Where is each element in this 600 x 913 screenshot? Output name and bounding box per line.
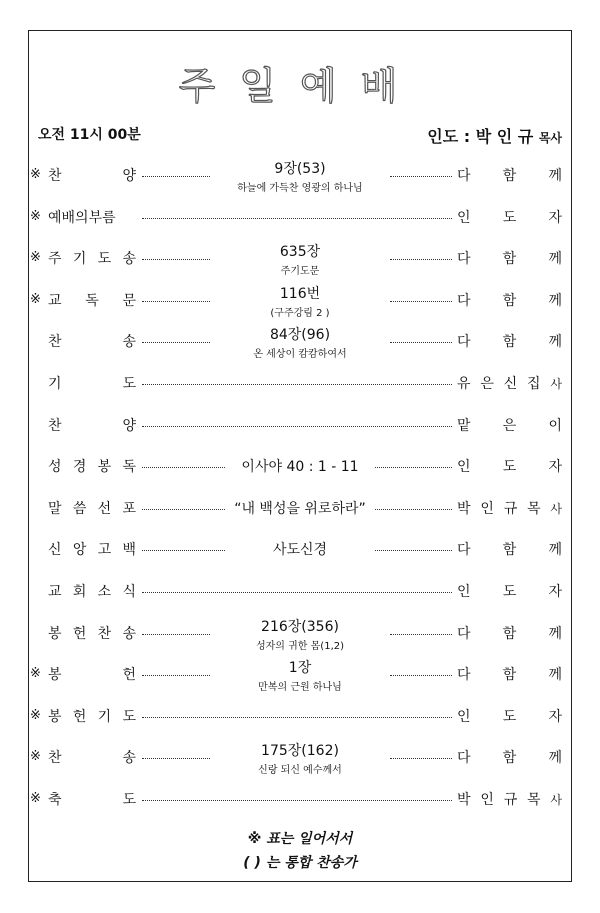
order-detail — [180, 498, 420, 518]
order-row — [0, 742, 600, 776]
order-performer: 인 도 자 — [457, 709, 562, 725]
leader-name: 박 인 규 — [475, 127, 534, 146]
order-label: 찬 송 — [48, 750, 136, 766]
order-row — [0, 160, 600, 194]
order-detail-sub: 성자의 귀한 몸(1,2) — [255, 641, 345, 652]
order-row — [0, 368, 600, 398]
standing-mark: ※ — [30, 292, 41, 307]
footer-note-hymnal: ( ) 는 통합 찬송가 — [243, 855, 357, 871]
order-label: 말 씀 선 포 — [48, 501, 136, 517]
standing-mark: ※ — [30, 749, 41, 764]
order-row — [0, 202, 600, 232]
order-detail-main: 175장(162) — [261, 743, 339, 759]
order-row — [0, 326, 600, 360]
order-label: 찬 양 — [48, 168, 136, 184]
order-row — [0, 243, 600, 277]
order-performer: 다 함 께 — [457, 626, 562, 642]
order-label: 신 앙 고 백 — [48, 542, 136, 558]
order-performer: 인 도 자 — [457, 210, 562, 226]
order-label: 기 도 — [48, 376, 136, 392]
order-detail-main: 9장(53) — [274, 161, 326, 177]
order-row — [0, 701, 600, 731]
order-detail-main: 1장 — [288, 660, 312, 676]
order-detail — [180, 283, 420, 319]
order-detail-main: “내 백성을 위로하라” — [234, 501, 366, 517]
order-row — [0, 576, 600, 606]
leader-dots — [142, 592, 452, 593]
order-detail-sub: 만복의 근원 하나님 — [258, 682, 342, 693]
order-detail — [180, 616, 420, 652]
order-detail-main: 216장(356) — [261, 619, 339, 635]
order-label: 예배의 부름 — [48, 210, 116, 226]
order-label: 교 독 문 — [48, 293, 136, 309]
order-label: 봉 헌 찬 송 — [48, 626, 136, 642]
order-detail-sub: 신랑 되신 예수께서 — [258, 765, 342, 776]
leader-title: 목사 — [538, 131, 562, 145]
order-performer: 인 도 자 — [457, 584, 562, 600]
order-detail-main: 84장(96) — [269, 327, 331, 343]
order-performer: 다 함 께 — [457, 750, 562, 766]
order-label: 봉 헌 — [48, 667, 136, 683]
order-performer: 인 도 자 — [457, 459, 562, 475]
page-title: 주일예배 — [178, 64, 422, 108]
order-row — [0, 451, 600, 481]
order-row — [0, 534, 600, 564]
order-row — [0, 659, 600, 693]
order-detail-sub: 온 세상이 캄캄하여서 — [253, 349, 347, 360]
order-performer: 다 함 께 — [457, 542, 562, 558]
order-performer: 박 인 규 목 사 — [457, 792, 562, 808]
order-detail — [180, 539, 420, 559]
order-performer: 박 인 규 목 사 — [457, 501, 562, 517]
order-row — [0, 493, 600, 523]
order-detail — [180, 456, 420, 476]
leader-dots — [142, 717, 452, 718]
order-performer: 맡 은 이 — [457, 418, 562, 434]
leader-label: 인도 : — [427, 127, 471, 146]
order-detail-main: 사도신경 — [272, 542, 328, 558]
order-detail — [180, 158, 420, 194]
order-performer: 유 은 신 집 사 — [457, 376, 562, 392]
standing-mark: ※ — [30, 666, 41, 681]
order-performer: 다 함 께 — [457, 168, 562, 184]
order-label: 주 기 도 송 — [48, 251, 136, 267]
leader-dots — [142, 218, 452, 219]
order-detail-sub: 하늘에 가득찬 영광의 하나님 — [237, 183, 363, 194]
standing-mark: ※ — [30, 250, 41, 265]
order-row — [0, 618, 600, 652]
order-label: 교 회 소 식 — [48, 584, 136, 600]
order-detail-main: 635장 — [279, 244, 321, 260]
order-label: 찬 송 — [48, 334, 136, 350]
standing-mark: ※ — [30, 209, 41, 224]
order-detail-sub: (구주강림 2 ) — [270, 308, 330, 319]
service-time: 오전 11시 00분 — [38, 127, 141, 143]
standing-mark: ※ — [30, 167, 41, 182]
order-performer: 다 함 께 — [457, 667, 562, 683]
order-detail-main: 이사야 40 : 1 - 11 — [241, 459, 359, 475]
order-row — [0, 784, 600, 814]
leader-dots — [142, 384, 452, 385]
order-performer: 다 함 께 — [457, 334, 562, 350]
leader-dots — [142, 426, 452, 427]
order-detail-main: 116번 — [279, 286, 321, 302]
order-performer: 다 함 께 — [457, 293, 562, 309]
order-label: 봉 헌 기 도 — [48, 709, 136, 725]
standing-mark: ※ — [30, 791, 41, 806]
order-detail — [180, 324, 420, 360]
order-detail — [180, 657, 420, 693]
order-label: 찬 양 — [48, 418, 136, 434]
order-detail — [180, 740, 420, 776]
standing-mark: ※ — [30, 708, 41, 723]
footer-note-standing: ※ 표는 일어서서 — [247, 831, 353, 847]
order-label: 성 경 봉 독 — [48, 459, 136, 475]
order-row — [0, 285, 600, 319]
order-label: 축 도 — [48, 792, 136, 808]
order-detail — [180, 241, 420, 277]
order-performer: 다 함 께 — [457, 251, 562, 267]
order-detail-sub: 주기도문 — [280, 266, 320, 277]
leader-dots — [142, 800, 452, 801]
order-row — [0, 410, 600, 440]
